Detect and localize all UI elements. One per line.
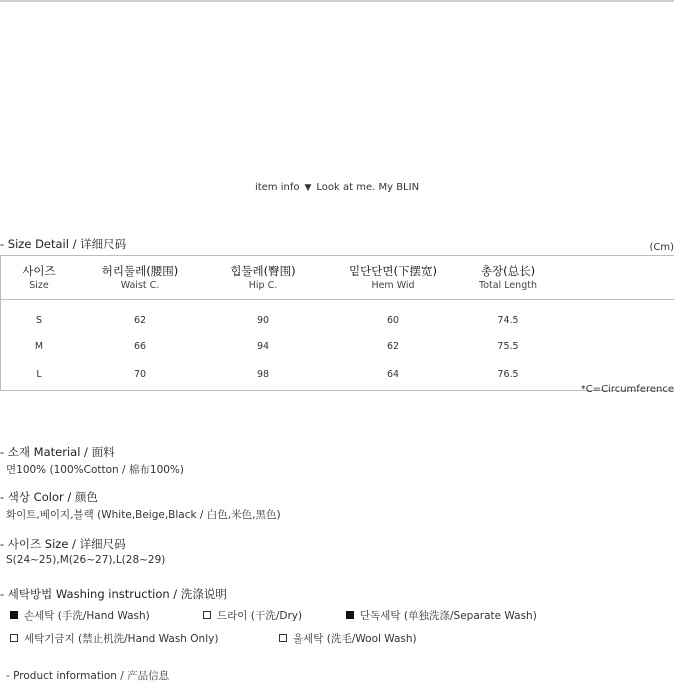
material-value: 면100% (100%Cotton / 棉布100%): [6, 462, 184, 477]
hip-cell: 94: [203, 334, 323, 360]
material-heading: - 소재 Material / 面料: [0, 444, 115, 460]
hem-cell: 62: [323, 334, 463, 360]
size-detail-heading: - Size Detail / 详细尺码: [0, 236, 126, 252]
color-heading: - 색상 Color / 颜色: [0, 489, 98, 505]
wash-option-dry: 드라이 (干洗/Dry): [203, 608, 302, 623]
length-cell: 75.5: [463, 334, 553, 360]
hem-cell: 64: [323, 360, 463, 391]
column-header-waist: 허리둘레(腰围) Waist C.: [77, 256, 203, 300]
circumference-footnote: *C=Circumference: [581, 384, 674, 395]
size-detail-table: [0, 255, 674, 391]
waist-cell: 62: [77, 308, 203, 334]
hip-cell: 98: [203, 360, 323, 391]
column-header-length: 총장(总长) Total Length: [463, 256, 553, 300]
size-heading: - 사이즈 Size / 详细尺码: [0, 536, 126, 552]
size-value: S(24~25),M(26~27),L(28~29): [6, 554, 165, 566]
waist-cell: 70: [77, 360, 203, 391]
empty-square-icon: [10, 634, 18, 642]
unit-label: (Cm): [649, 242, 674, 253]
size-cell: M: [1, 334, 78, 360]
product-information-heading: - Product information / 产品信息: [6, 668, 169, 683]
length-cell: 74.5: [463, 308, 553, 334]
column-header-size: 사이즈 Size: [1, 256, 78, 300]
triangle-down-icon: ▼: [304, 183, 311, 193]
hip-cell: 90: [203, 308, 323, 334]
brand-tagline: Look at me. My BLIN: [316, 182, 419, 193]
table-row: [1, 360, 674, 391]
wash-option-no-machine: 세탁기금지 (禁止机洗/Hand Wash Only): [10, 631, 218, 646]
item-info-bar: [0, 182, 674, 193]
top-divider: [0, 0, 674, 2]
checked-square-icon: [346, 611, 354, 619]
checked-square-icon: [10, 611, 18, 619]
hem-cell: 60: [323, 308, 463, 334]
table-header-row: [1, 256, 674, 300]
empty-square-icon: [279, 634, 287, 642]
wash-option-wool: 울세탁 (洗毛/Wool Wash): [279, 631, 417, 646]
washing-heading: - 세탁방법 Washing instruction / 洗涤说明: [0, 586, 227, 602]
size-cell: S: [1, 308, 78, 334]
size-cell: L: [1, 360, 78, 391]
waist-cell: 66: [77, 334, 203, 360]
column-header-hem: 밑단단면(下摆宽) Hem Wid: [323, 256, 463, 300]
wash-option-separate: 단독세탁 (单独洗涤/Separate Wash): [346, 608, 537, 623]
wash-option-hand-wash: 손세탁 (手洗/Hand Wash): [10, 608, 150, 623]
item-info-label: item info: [255, 182, 300, 193]
column-header-hip: 힙둘레(臀围) Hip C.: [203, 256, 323, 300]
length-cell: 76.5: [463, 360, 553, 391]
table-row: [1, 308, 674, 334]
table-row: [1, 334, 674, 360]
color-value: 화이트,베이지,블랙 (White,Beige,Black / 白色,米色,黑色): [6, 507, 281, 522]
empty-square-icon: [203, 611, 211, 619]
